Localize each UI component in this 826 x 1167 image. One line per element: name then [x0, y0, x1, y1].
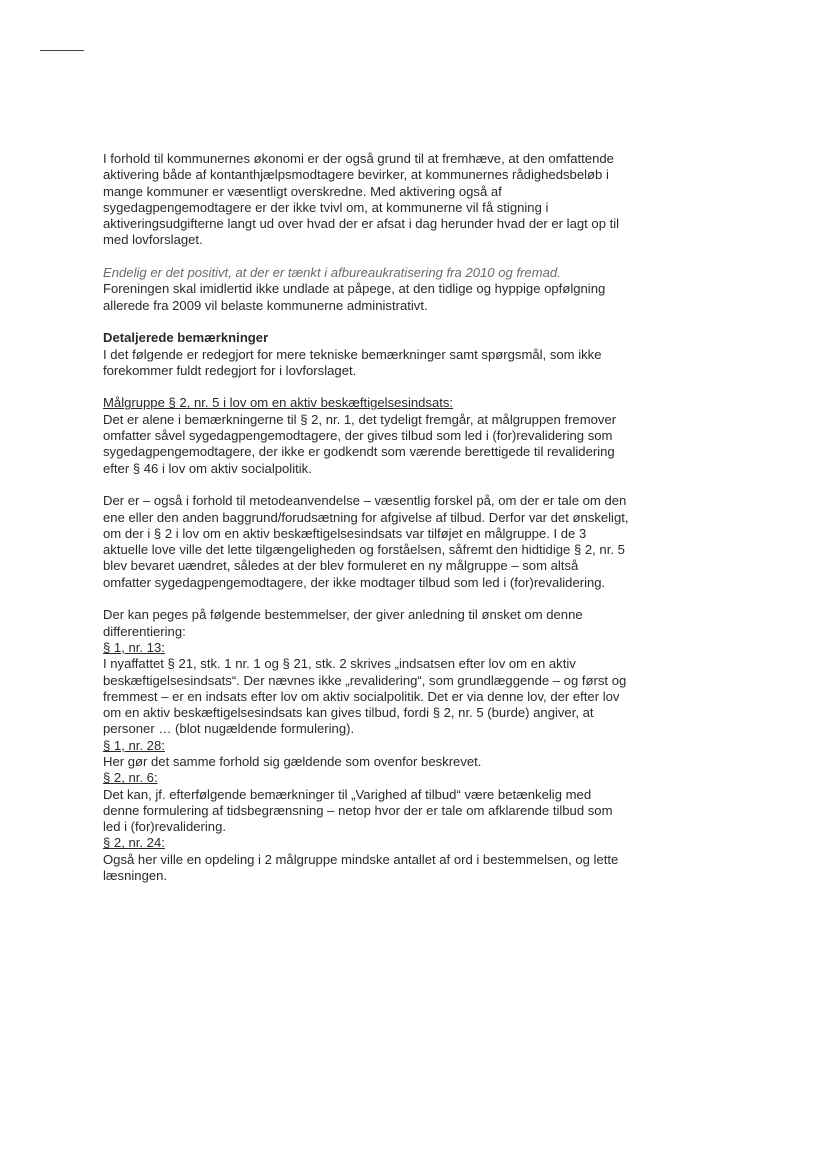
- section-detailed-remarks: [103, 330, 715, 379]
- text-line: omfatter sygedagpengemodtagere, der ikke modtager tilbud som led i (for)revalidering.: [103, 574, 606, 590]
- text-line: sygedagpengemodtagere er der ikke tvivl om, at kommunerne vil få stigning i: [103, 199, 549, 215]
- paragraph-method: [103, 493, 715, 591]
- text-line: Her gør det samme forhold sig gældende som ovenfor beskrevet.: [103, 753, 482, 769]
- text-line: forekommer fuldt redegjort for i lovforslaget.: [103, 362, 357, 378]
- section-heading: Detaljerede bemærkninger: [103, 330, 269, 346]
- text-line: aktuelle love ville det lette tilgængeligheden og forståelsen, såfremt den hidtidige § 2, nr. 5: [103, 542, 625, 558]
- text-line: Der kan peges på følgende bestemmelser, der giver anledning til ønsket om denne: [103, 607, 583, 623]
- text-line: I nyaffattet § 21, stk. 1 nr. 1 og § 21, stk. 2 skrives „indsatsen efter lov om en aktiv: [103, 656, 576, 672]
- provision-heading: § 1, nr. 28:: [103, 737, 165, 753]
- text-line: ene eller den anden baggrund/forudsætning for afgivelse af tilbud. Derfor var det ønskeligt,: [103, 509, 629, 525]
- text-line: om en aktiv beskæftigelsesindsats kan gives tilbud, fordi § 2, nr. 5 (burde) angiver, at: [103, 705, 594, 721]
- provision-heading: § 2, nr. 24:: [103, 835, 165, 851]
- text-line: om der i § 2 i lov om en aktiv beskæftigelsesindsats var tilføjet en målgruppe. I de 3: [103, 525, 587, 541]
- text-line: Endelig er det positivt, at der er tænkt i afbureaukratisering fra 2010 og fremad.: [103, 265, 561, 281]
- text-line: aktiveringsudgifterne langt ud over hvad der er afsat i dag herunder hvad der er lagt op til: [103, 216, 620, 232]
- provision-heading: § 2, nr. 6:: [103, 770, 158, 786]
- text-line: denne formulering af tidsbegrænsning – netop hvor der er tale om afklarende tilbud som: [103, 802, 613, 818]
- text-line: fremmest – er en indsats efter lov om aktiv socialpolitik. Det er via denne lov, der efter lov: [103, 688, 620, 704]
- document-body: [103, 151, 715, 901]
- text-line: differentiering:: [103, 623, 186, 639]
- section-target-group: [103, 395, 715, 476]
- text-line: blev bevaret uændret, således at der blev formuleret en ny målgruppe – som altså: [103, 558, 579, 574]
- text-line: Det kan, jf. efterfølgende bemærkninger til „Varighed af tilbud“ være betænkelig med: [103, 786, 592, 802]
- text-line: Foreningen skal imidlertid ikke undlade at påpege, at den tidlige og hyppige opfølgning: [103, 281, 606, 297]
- text-line: med lovforslaget.: [103, 232, 203, 248]
- subsection-heading: Målgruppe § 2, nr. 5 i lov om en aktiv beskæftigelsesindsats:: [103, 395, 454, 411]
- text-line: allerede fra 2009 vil belaste kommunerne administrativt.: [103, 297, 428, 313]
- text-line: I det følgende er redegjort for mere tekniske bemærkninger samt spørgsmål, som ikke: [103, 346, 602, 362]
- text-line: Der er – også i forhold til metodeanvendelse – væsentlig forskel på, om der er tale om den: [103, 493, 627, 509]
- text-line: sygedagpengemodtagere, der ikke er godkendt som værende berettigede til revalidering: [103, 444, 615, 460]
- provision-heading: § 1, nr. 13:: [103, 639, 165, 655]
- text-line: led i (for)revalidering.: [103, 819, 226, 835]
- text-line: Det er alene i bemærkningerne til § 2, nr. 1, det tydeligt fremgår, at målgruppen fremover: [103, 411, 617, 427]
- section-differentiation: [103, 607, 715, 884]
- text-line: personer … (blot nugældende formulering).: [103, 721, 355, 737]
- corner-line-mark: [40, 50, 84, 51]
- text-line: læsningen.: [103, 868, 168, 884]
- text-line: I forhold til kommunernes økonomi er der også grund til at fremhæve, at den omfattende: [103, 151, 614, 166]
- paragraph-economy: [103, 151, 715, 249]
- paragraph-debureaucratization: [103, 265, 715, 314]
- text-line: efter § 46 i lov om aktiv socialpolitik.: [103, 460, 312, 476]
- text-line: aktivering både af kontanthjælpsmodtagere bevirker, at kommunernes rådighedsbeløb i: [103, 167, 609, 183]
- text-line: Også her ville en opdeling i 2 målgruppe mindske antallet af ord i bestemmelsen, og lette: [103, 851, 619, 867]
- text-line: omfatter såvel sygedagpengemodtagere, der gives tilbud som led i (for)revalidering som: [103, 428, 613, 444]
- text-line: mange kommuner er væsentligt overskredne. Med aktivering også af: [103, 183, 502, 199]
- text-line: beskæftigelsesindsats“. Der nævnes ikke „revalidering“, som grundlæggende – og først og: [103, 672, 627, 688]
